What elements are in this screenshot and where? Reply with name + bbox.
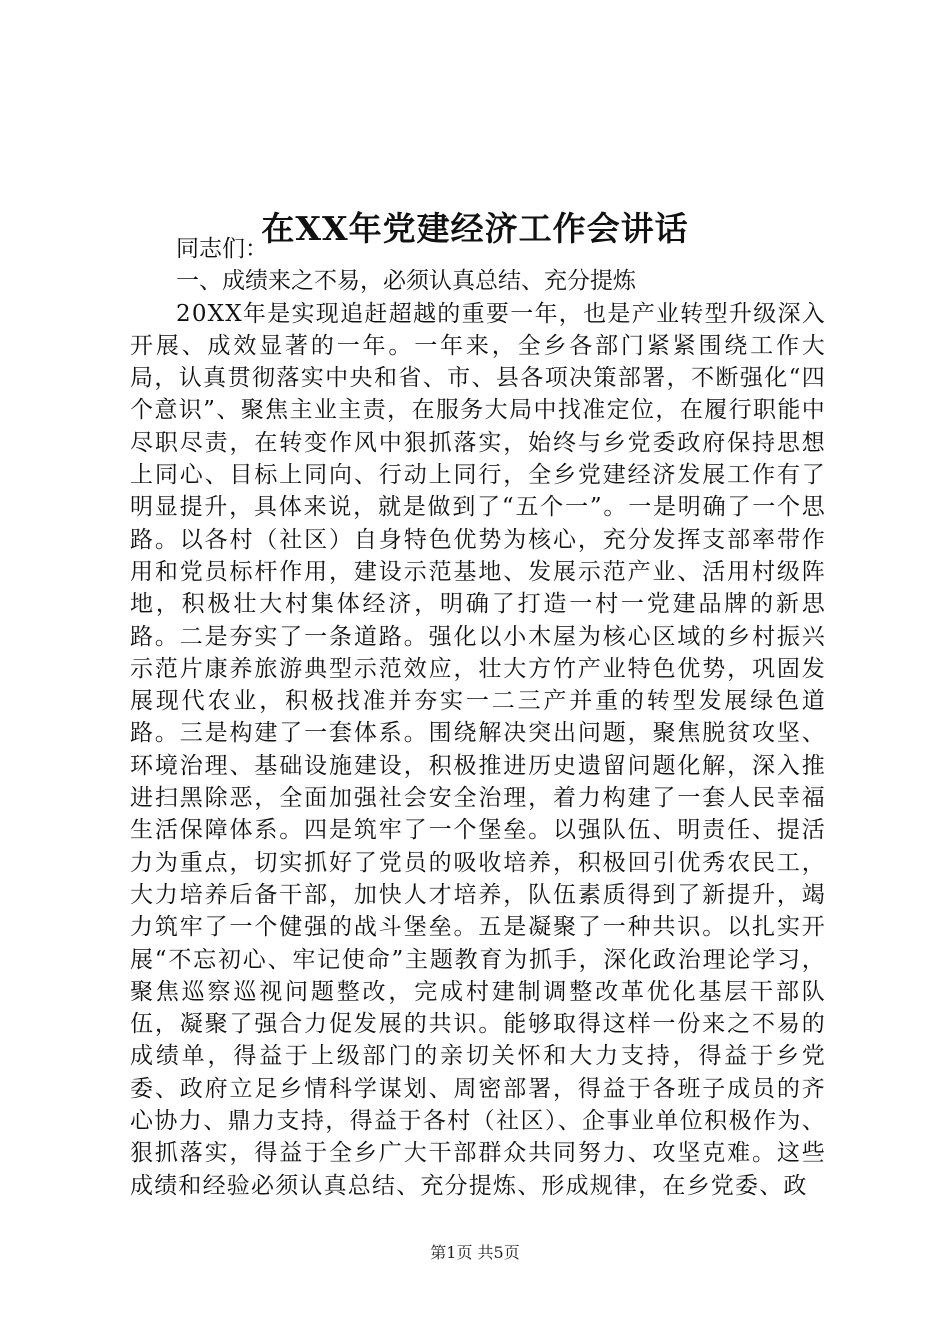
page-indicator: 第1页 共5页: [430, 1243, 520, 1262]
salutation: 同志们：: [176, 236, 268, 262]
document-body: [130, 233, 826, 1202]
body-paragraph: 20XX年是实现追赶超越的重要一年，也是产业转型升级深入开展、成效显著的一年。一年来，全乡各部门紧紧围绕工作大局，认真贯彻落实中央和省、市、县各项决策部署，不断强化“四个意识”、聚焦主业主责，在服务大局中找准定位，在履行职能中尽职尽责，在转变作风中狠抓落实，始终与乡党委政府保持思想上同心、目标上同向、行动上同行，全乡党建经济发展工作有了明显提升，具体来说，就是做到了“五个一”。一是明确了一个思路。以各村（社区）自身特色优势为核心，充分发挥支部率带作用和党员标杆作用，建设示范基地、发展示范产业、活用村级阵地，积极壮大村集体经济，明确了打造一村一党建品牌的新思路。二是夯实了一条道路。强化以小木屋为核心区域的乡村振兴示范片康养旅游典型示范效应，壮大方竹产业特色优势，巩固发展现代农业，积极找准并夯实一二三产并重的转型发展绿色道路。三是构建了一套体系。围绕解决突出问题，聚焦脱贫攻坚、环境治理、基础设施建设，积极推进历史遗留问题化解，深入推进扫黑除恶，全面加强社会安全治理，着力构建了一套人民幸福生活保障体系。四是筑牢了一个堡垒。以强队伍、明责任、提活力为重点，切实抓好了党员的吸收培养，积极回引优秀农民工，大力培养后备干部，加快人才培养，队伍素质得到了新提升，竭力筑牢了一个健强的战斗堡垒。五是凝聚了一种共识。以扎实开展“不忘初心、牢记使命”主题教育为抓手，深化政治理论学习，聚焦巡察巡视问题整改，完成村建制调整改革优化基层干部队伍，凝聚了强合力促发展的共识。能够取得这样一份来之不易的成绩单，得益于上级部门的亲切关怀和大力支持，得益于乡党委、政府立足乡情科学谋划、周密部署，得益于各班子成员的齐心协力、鼎力支持，得益于各村（社区）、企事业单位积极作为、狠抓落实，得益于全乡广大干部群众共同努力、攻坚克难。这些成绩和经验必须认真总结、充分提炼、形成规律，在乡党委、政: [130, 300, 826, 1199]
section-heading: 一、成绩来之不易，必须认真总结、充分提炼: [176, 268, 636, 295]
document-title: 在XX年党建经济工作会讲话: [261, 209, 689, 249]
